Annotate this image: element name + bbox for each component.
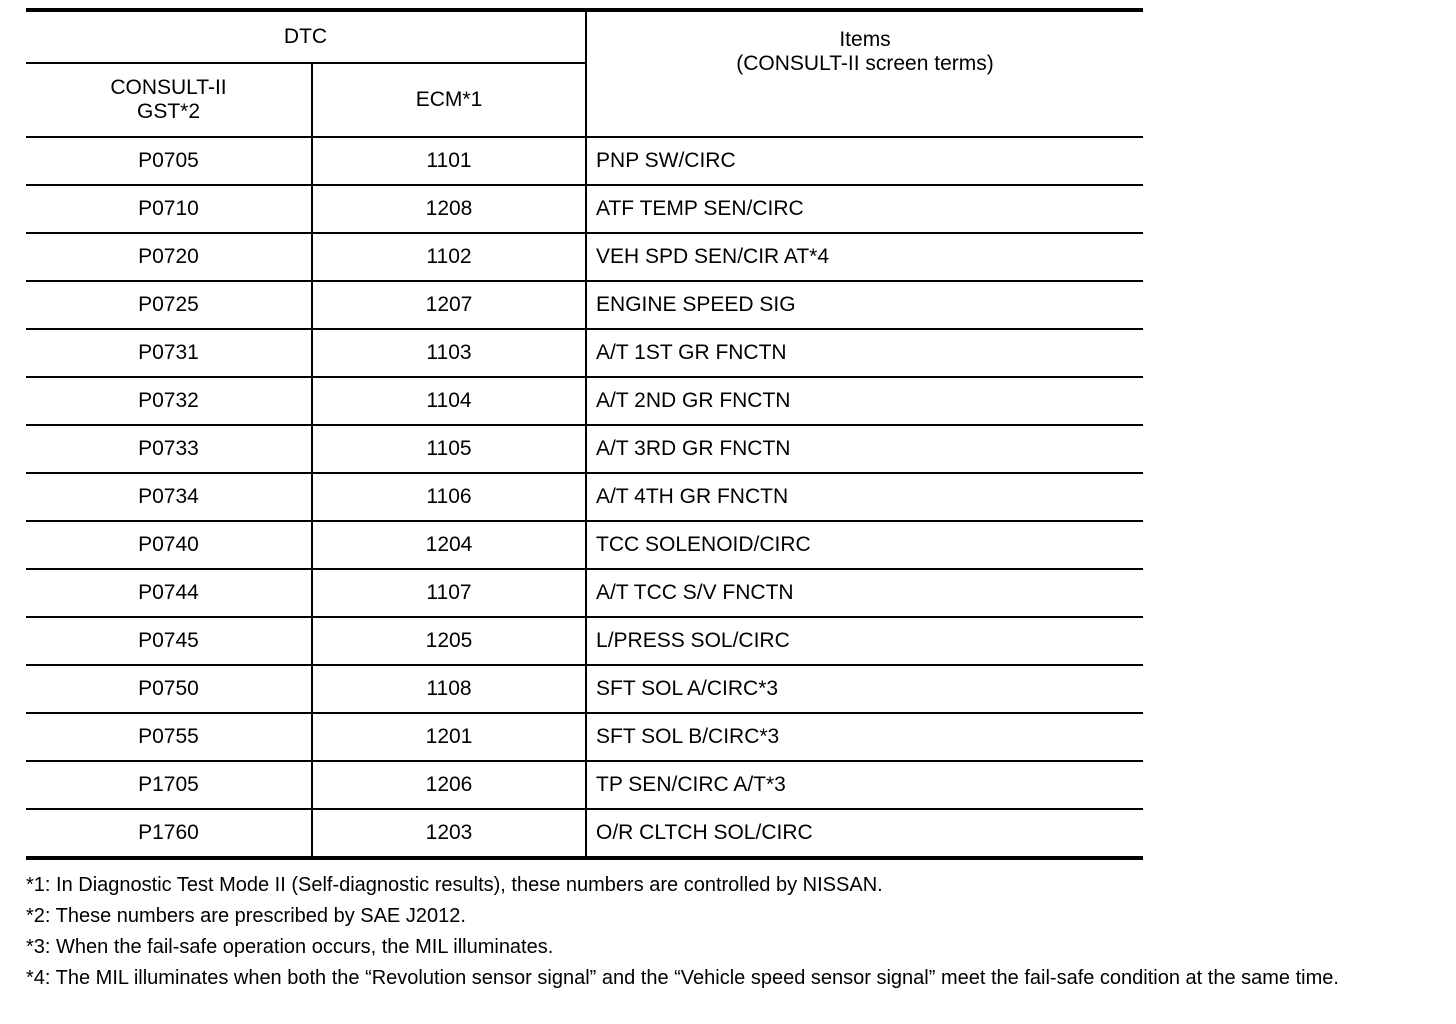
ecm-code: 1206 bbox=[312, 761, 586, 809]
table-row bbox=[26, 185, 1143, 233]
footnotes bbox=[26, 872, 1456, 991]
consult-gst-header bbox=[26, 63, 312, 137]
item-term: ATF TEMP SEN/CIRC bbox=[586, 185, 1143, 233]
item-term: L/PRESS SOL/CIRC bbox=[586, 617, 1143, 665]
ecm-code: 1208 bbox=[312, 185, 586, 233]
table-row bbox=[26, 329, 1143, 377]
consult-gst-code: P0720 bbox=[26, 233, 312, 281]
item-term: O/R CLTCH SOL/CIRC bbox=[596, 821, 813, 844]
ecm-code: 1108 bbox=[312, 665, 586, 713]
consult-gst-code: P0725 bbox=[26, 281, 312, 329]
footnote: *3: When the fail-safe operation occurs, the MIL illuminates. bbox=[26, 936, 554, 958]
consult-header-line2: GST*2 bbox=[136, 100, 201, 123]
item-term: TCC SOLENOID/CIRC bbox=[586, 521, 1143, 569]
ecm-code: 1203 bbox=[312, 809, 586, 858]
footnote: *1: In Diagnostic Test Mode II (Self-diagnostic results), these numbers are controlled by NISSAN. bbox=[26, 874, 883, 896]
table-row bbox=[26, 425, 1143, 473]
items-header-title: Items bbox=[839, 28, 891, 51]
table-row bbox=[26, 761, 1143, 809]
item-term: A/T 2ND GR FNCTN bbox=[586, 377, 1143, 425]
item-term: VEH SPD SEN/CIR AT*4 bbox=[586, 233, 1143, 281]
table-row bbox=[26, 809, 1143, 858]
items-header-subtitle: (CONSULT-II screen terms) bbox=[736, 52, 994, 75]
ecm-code: 1105 bbox=[312, 425, 586, 473]
table-row bbox=[26, 665, 1143, 713]
footnote: *2: These numbers are prescribed by SAE J2012. bbox=[26, 905, 466, 927]
table-body bbox=[26, 137, 1143, 858]
items-header bbox=[586, 10, 1143, 137]
item-term: SFT SOL B/CIRC*3 bbox=[586, 713, 1143, 761]
ecm-code: 1102 bbox=[312, 233, 586, 281]
consult-gst-code: P0745 bbox=[26, 617, 312, 665]
table-row bbox=[26, 233, 1143, 281]
ecm-code: 1207 bbox=[312, 281, 586, 329]
item-term: PNP SW/CIRC bbox=[586, 137, 1143, 185]
consult-gst-code: P0731 bbox=[26, 329, 312, 377]
item-term: SFT SOL A/CIRC*3 bbox=[586, 665, 1143, 713]
consult-gst-code: P0705 bbox=[26, 137, 312, 185]
ecm-code: 1107 bbox=[312, 569, 586, 617]
consult-header-line1: CONSULT-II bbox=[110, 76, 227, 99]
item-term: A/T 1ST GR FNCTN bbox=[586, 329, 1143, 377]
item-term: A/T 3RD GR FNCTN bbox=[586, 425, 1143, 473]
item-term: A/T 4TH GR FNCTN bbox=[586, 473, 1143, 521]
table-row bbox=[26, 137, 1143, 185]
table-row bbox=[26, 377, 1143, 425]
ecm-code: 1205 bbox=[312, 617, 586, 665]
item-term: A/T TCC S/V FNCTN bbox=[586, 569, 1143, 617]
table-row bbox=[26, 473, 1143, 521]
dtc-group-header: DTC bbox=[26, 10, 586, 63]
consult-gst-code: P0710 bbox=[26, 185, 312, 233]
table-header bbox=[26, 10, 1143, 137]
dtc-table bbox=[26, 8, 1143, 860]
consult-gst-code: P0744 bbox=[26, 569, 312, 617]
item-term: TP SEN/CIRC A/T*3 bbox=[586, 761, 1143, 809]
footnote: *4: The MIL illuminates when both the “Revolution sensor signal” and the “Vehicle speed sensor signal” meet the fail-safe condition at the same time. bbox=[26, 967, 1339, 989]
consult-gst-code: P0755 bbox=[26, 713, 312, 761]
table-row bbox=[26, 713, 1143, 761]
table-row bbox=[26, 617, 1143, 665]
ecm-code: 1103 bbox=[312, 329, 586, 377]
table-row bbox=[26, 569, 1143, 617]
table-row bbox=[26, 521, 1143, 569]
ecm-code: 1101 bbox=[312, 137, 586, 185]
document bbox=[26, 8, 1339, 991]
consult-gst-code: P0750 bbox=[26, 665, 312, 713]
consult-gst-code: P0733 bbox=[26, 425, 312, 473]
ecm-code: 1204 bbox=[312, 521, 586, 569]
consult-gst-code: P0740 bbox=[26, 521, 312, 569]
consult-gst-code: P1705 bbox=[26, 761, 312, 809]
consult-gst-code: P0732 bbox=[26, 377, 312, 425]
ecm-code: 1201 bbox=[312, 713, 586, 761]
consult-gst-code: P0734 bbox=[26, 473, 312, 521]
ecm-code: 1106 bbox=[312, 473, 586, 521]
item-term: ENGINE SPEED SIG bbox=[586, 281, 1143, 329]
ecm-code: 1104 bbox=[312, 377, 586, 425]
table-row bbox=[26, 281, 1143, 329]
consult-gst-code: P1760 bbox=[26, 809, 312, 858]
ecm-header: ECM*1 bbox=[312, 63, 586, 137]
